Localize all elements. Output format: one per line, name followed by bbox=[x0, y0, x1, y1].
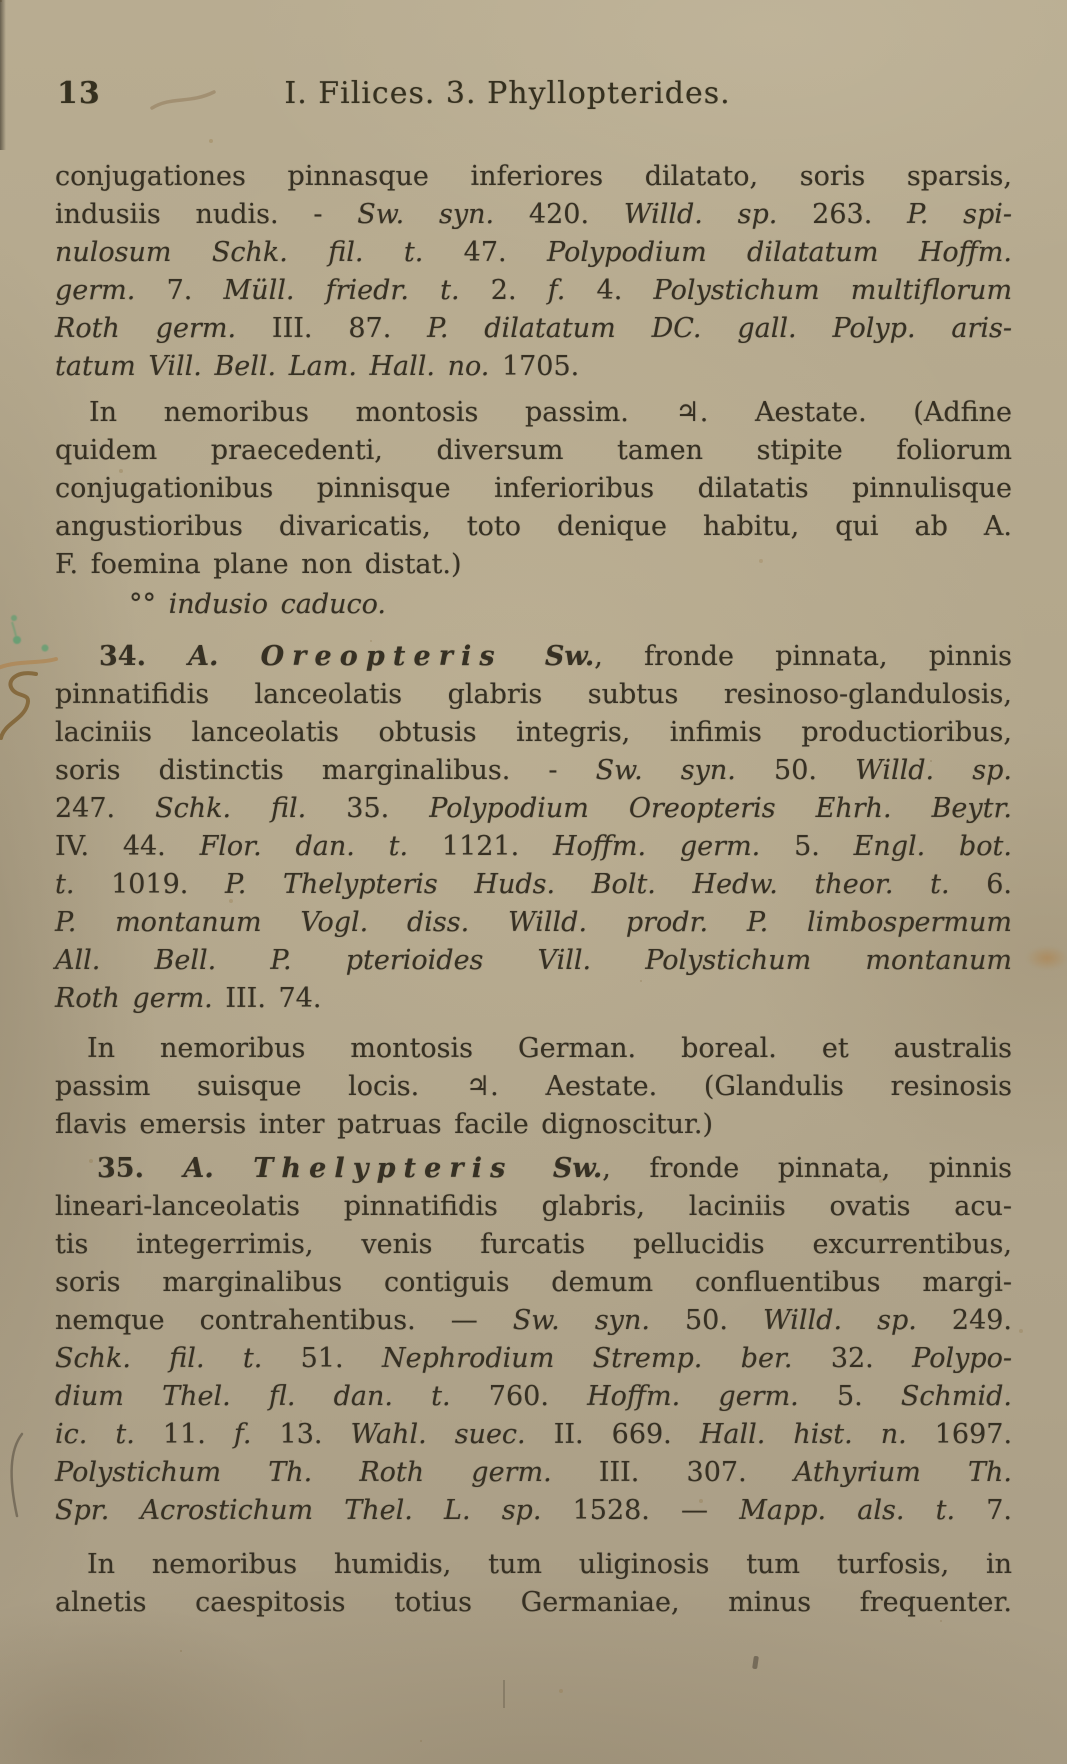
species-35-thelypteris bbox=[55, 1150, 1012, 1530]
text-line: pinnatifidis lanceolatis glabris subtus resinoso-glandulosis, bbox=[55, 679, 1012, 710]
text-line: tis integerrimis, venis furcatis pellucidis excurrentibus, bbox=[55, 1229, 1012, 1260]
text-line: germ. 7. Müll. friedr. t. 2. f. 4. Polystichum multiflorum bbox=[55, 275, 1013, 306]
text-line: soris distinctis marginalibus. - Sw. syn. 50. Willd. sp. bbox=[55, 755, 1012, 786]
text-line: All. Bell. P. pterioides Vill. Polystichum montanum bbox=[55, 945, 1012, 976]
text-line: Spr. Acrostichum Thel. L. sp. 1528. — Mapp. als. t. 7. bbox=[55, 1495, 1012, 1526]
text-line: P. montanum Vogl. diss. Willd. prodr. P. limbospermum bbox=[55, 907, 1012, 938]
text-line: nemque contrahentibus. — Sw. syn. 50. Willd. sp. 249. bbox=[55, 1305, 1013, 1336]
pencil-mark bbox=[148, 84, 220, 118]
text-line: In nemoribus humidis, tum uliginosis tum turfosis, in bbox=[87, 1549, 1012, 1580]
page-number: 13 bbox=[57, 76, 101, 111]
ink-stroke-mark bbox=[0, 1430, 28, 1520]
text-line: 247. Schk. fil. 35. Polypodium Oreopteris Ehrh. Beytr. bbox=[55, 793, 1013, 824]
species-33-continuation bbox=[55, 158, 1012, 386]
text-line: 34. A. Oreopteris Sw., fronde pinnata, pinnis bbox=[99, 641, 1013, 672]
text-line: F. foemina plane non distat.) bbox=[55, 549, 462, 580]
text-line: ic. t. 11. f. 13. Wahl. suec. II. 669. Hall. hist. n. 1697. bbox=[55, 1419, 1013, 1450]
species-35-habitat bbox=[55, 1546, 1012, 1622]
text-line: °° indusio caduco. bbox=[129, 589, 386, 620]
brown-pen-squiggle-mark bbox=[0, 656, 70, 746]
text-line: conjugationibus pinnisque inferioribus dilatatis pinnulisque bbox=[55, 473, 1012, 504]
text-line: passim suisque locis. ♃. Aestate. (Glandulis resinosis bbox=[55, 1071, 1012, 1102]
text-line: IV. 44. Flor. dan. t. 1121. Hoffm. germ. 5. Engl. bot. bbox=[55, 831, 1012, 862]
text-line: Schk. fil. t. 51. Nephrodium Stremp. ber. 32. Polypo- bbox=[55, 1343, 1013, 1374]
text-line: In nemoribus montosis passim. ♃. Aestate. (Adfine bbox=[89, 397, 1012, 428]
text-line: soris marginalibus contiguis demum confluentibus margi- bbox=[55, 1267, 1012, 1298]
text-line: Roth germ. III. 74. bbox=[55, 983, 322, 1014]
scan-edge-shadow bbox=[0, 0, 6, 150]
text-line: quidem praecedenti, diversum tamen stipite foliorum bbox=[55, 435, 1012, 466]
species-34-habitat bbox=[55, 1030, 1012, 1144]
text-line: conjugationes pinnasque inferiores dilatato, soris sparsis, bbox=[55, 161, 1012, 192]
text-line: tatum Vill. Bell. Lam. Hall. no. 1705. bbox=[55, 351, 580, 382]
subsection-indusio-caduco bbox=[55, 586, 1012, 624]
text-line: Polystichum Th. Roth germ. III. 307. Athyrium Th. bbox=[55, 1457, 1012, 1488]
paper-crease bbox=[503, 1680, 505, 1708]
species-33-habitat bbox=[55, 394, 1012, 584]
text-line: flavis emersis inter patruas facile dignoscitur.) bbox=[55, 1109, 714, 1140]
text-line: alnetis caespitosis totius Germaniae, minus frequenter. bbox=[55, 1587, 1012, 1618]
text-line: t. 1019. P. Thelypteris Huds. Bolt. Hedw. theor. t. 6. bbox=[55, 869, 1012, 900]
text-line: dium Thel. fl. dan. t. 760. Hoffm. germ. 5. Schmid. bbox=[55, 1381, 1013, 1412]
text-line: Roth germ. III. 87. P. dilatatum DC. gall. Polyp. aris- bbox=[55, 313, 1013, 344]
text-line: 35. A. Thelypteris Sw., fronde pinnata, pinnis bbox=[97, 1153, 1013, 1184]
text-line: indusiis nudis. - Sw. syn. 420. Willd. sp. 263. P. spi- bbox=[55, 199, 1013, 230]
text-line: In nemoribus montosis German. boreal. et australis bbox=[87, 1033, 1012, 1064]
species-34-oreopteris bbox=[55, 638, 1012, 1018]
text-line: nulosum Schk. fil. t. 47. Polypodium dilatatum Hoffm. bbox=[55, 237, 1012, 268]
text-block bbox=[55, 158, 1012, 1622]
text-line: angustioribus divaricatis, toto denique habitu, qui ab A. bbox=[55, 511, 1012, 542]
running-title: I. Filices. 3. Phyllopterides. bbox=[284, 76, 731, 111]
rust-smudge-mark bbox=[1026, 946, 1067, 970]
ink-fleck bbox=[752, 1656, 759, 1670]
text-line: laciniis lanceolatis obtusis integris, infimis productioribus, bbox=[55, 717, 1012, 748]
text-line: lineari-lanceolatis pinnatifidis glabris, laciniis ovatis acu- bbox=[55, 1191, 1012, 1222]
